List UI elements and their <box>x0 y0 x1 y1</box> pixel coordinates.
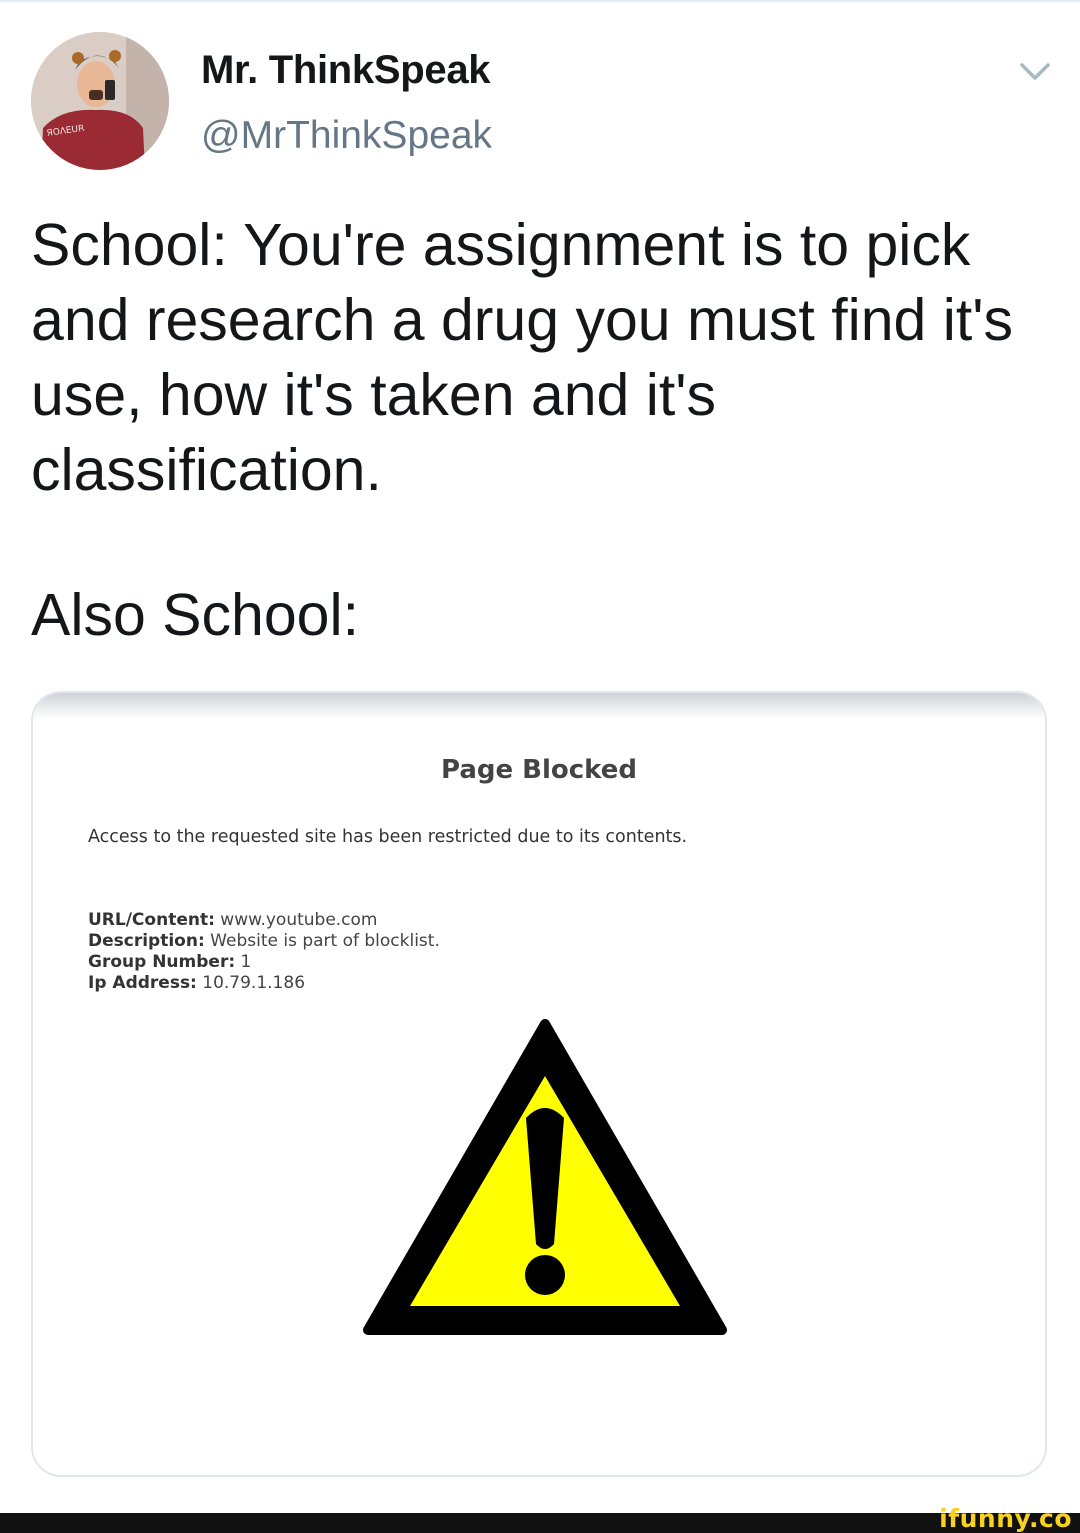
ifunny-watermark: ifunny.co <box>939 1504 1072 1533</box>
detail-key: Description: <box>88 931 205 951</box>
tweet-text: School: You're assignment is to pick and research a drug you must find it's use, how it's taken and it's classification. <box>31 212 1013 503</box>
footer-bar <box>0 1513 1080 1533</box>
block-details <box>88 910 440 994</box>
detail-value: Website is part of blocklist. <box>210 931 440 951</box>
avatar[interactable] <box>31 32 169 170</box>
detail-key: Group Number: <box>88 952 236 972</box>
author-display-name[interactable]: Mr. ThinkSpeak <box>201 48 491 92</box>
detail-row-url <box>88 910 440 931</box>
warning-triangle-icon <box>362 1018 728 1336</box>
detail-row-group-number <box>88 952 440 973</box>
blocked-message: Access to the requested site has been restricted due to its contents. <box>88 827 688 847</box>
author-handle[interactable]: @MrThinkSpeak <box>201 114 493 157</box>
tweet-text-second-paragraph: Also School: <box>31 582 359 648</box>
page-blocked-title: Page Blocked <box>440 755 638 785</box>
top-divider <box>0 0 1080 2</box>
detail-value: www.youtube.com <box>220 910 378 930</box>
browser-top-bar <box>33 693 1045 719</box>
detail-row-description <box>88 931 440 952</box>
detail-key: URL/Content: <box>88 910 215 930</box>
chevron-down-icon[interactable] <box>1016 56 1054 86</box>
svg-text:ЯOΛEUR: ЯOΛEUR <box>46 123 86 139</box>
attached-screenshot[interactable] <box>31 691 1047 1477</box>
detail-row-ip-address <box>88 973 440 994</box>
profile-photo-icon <box>31 32 169 170</box>
detail-value: 10.79.1.186 <box>202 973 306 993</box>
detail-value: 1 <box>240 952 252 972</box>
detail-key: Ip Address: <box>88 973 197 993</box>
